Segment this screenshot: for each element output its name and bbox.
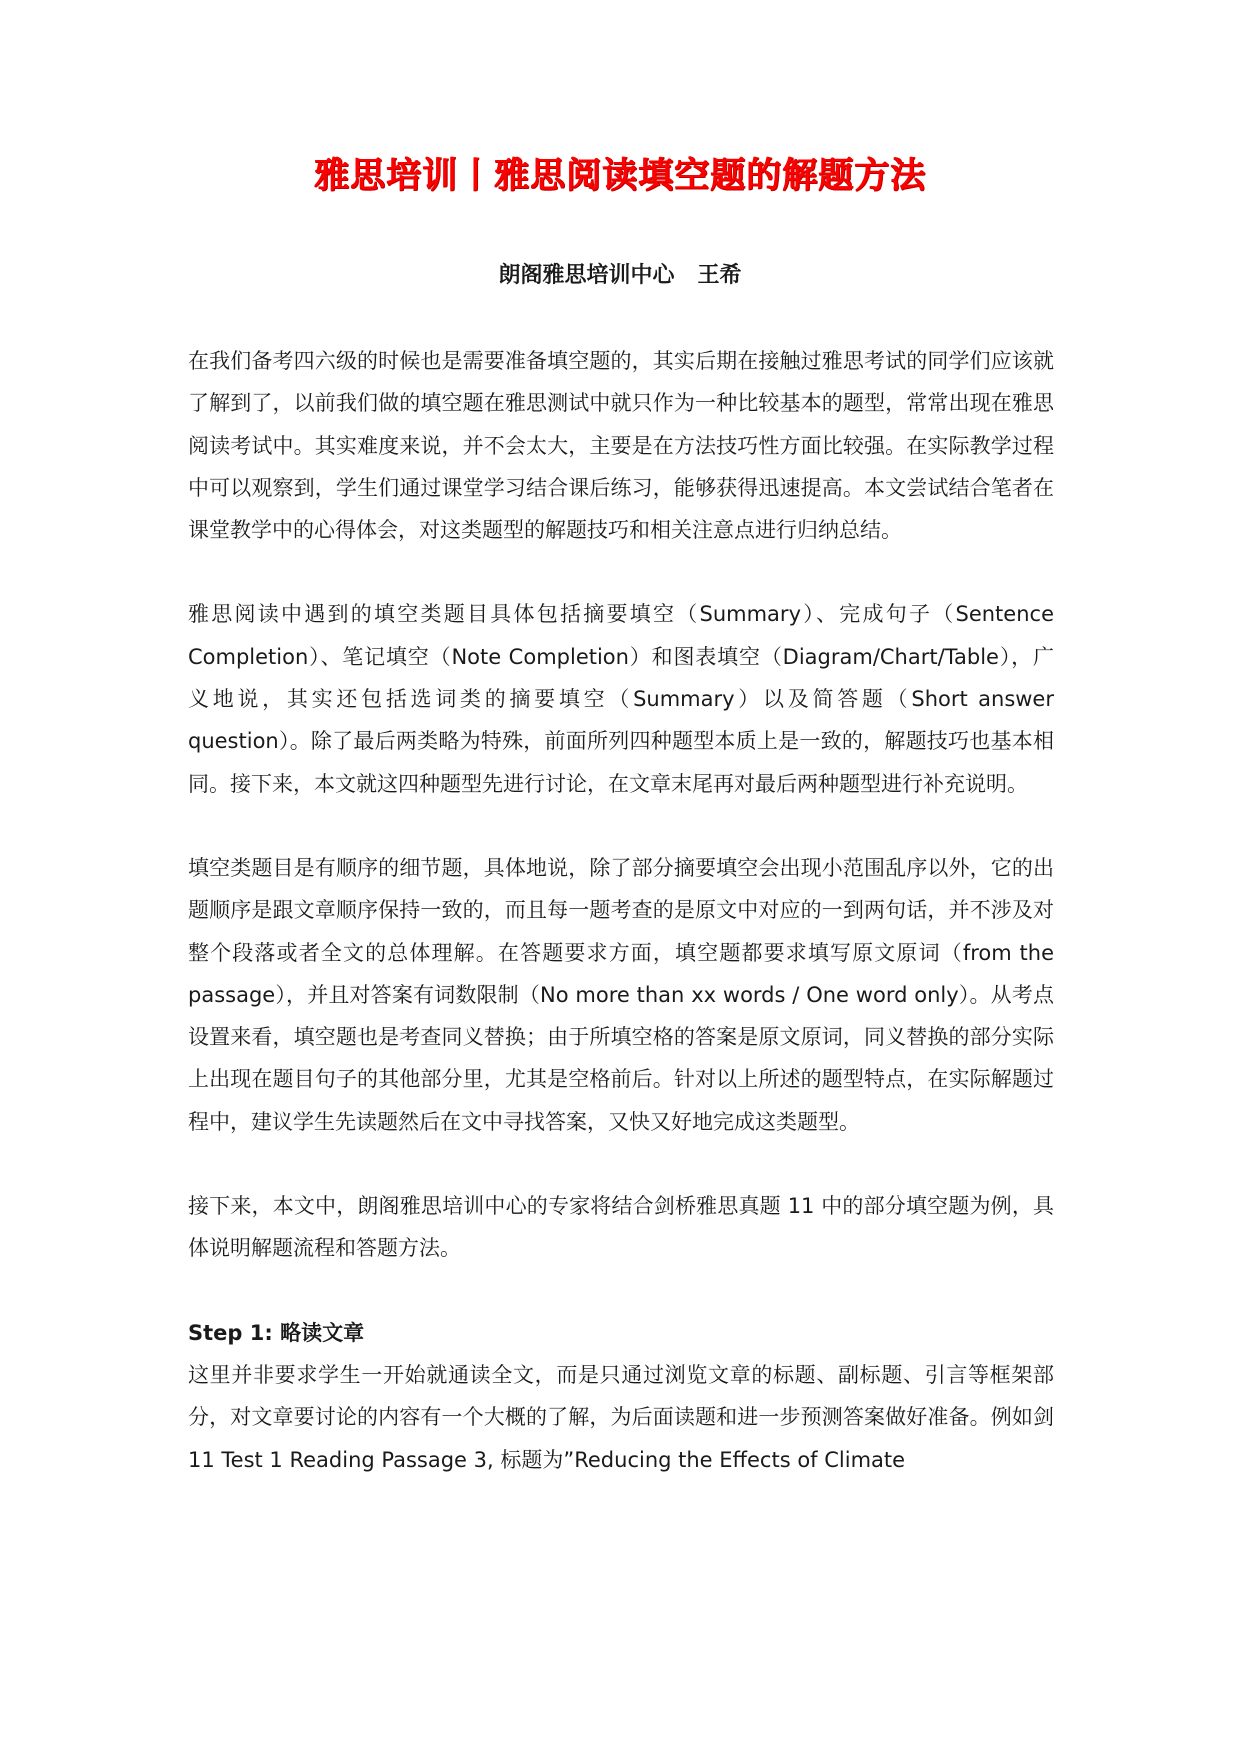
- paragraph-transition: 接下来，本文中，朗阁雅思培训中心的专家将结合剑桥雅思真题 11 中的部分填空题为例，具体说明解题流程和答题方法。: [188, 1194, 1054, 1261]
- document-title: 雅思培训丨雅思阅读填空题的解题方法: [313, 156, 926, 196]
- paragraph-question-types: 雅思阅读中遇到的填空类题目具体包括摘要填空（Summary）、完成句子（Sentence Completion）、笔记填空（Note Completion）和图表填空（Diagram/Chart/Table），广义地说，其实还包括选词类的摘要填空（Summary）以及简答题（Short answer question）。除了最后两类略为特殊，前面所列四种题型本质上是一致的，解题技巧也基本相同。接下来，本文就这四种题型先进行讨论，在文章末尾再对最后两种题型进行补充说明。: [188, 602, 1054, 796]
- author-line: 朗阁雅思培训中心 王希: [498, 263, 742, 288]
- step-1-text: 这里并非要求学生一开始就通读全文，而是只通过浏览文章的标题、副标题、引言等框架部分，对文章要讨论的内容有一个大概的了解，为后面读题和进一步预测答案做好准备。例如剑 11 Test 1 Reading Passage 3, 标题为”Reducing the Effects of Climate: [188, 1362, 1054, 1472]
- document-body: [188, 340, 1054, 1481]
- paragraph-intro: 在我们备考四六级的时候也是需要准备填空题的，其实后期在接触过雅思考试的同学们应该就了解到了，以前我们做的填空题在雅思测试中就只作为一种比较基本的题型，常常出现在雅思阅读考试中。其实难度来说，并不会太大，主要是在方法技巧性方面比较强。在实际教学过程中可以观察到，学生们通过课堂学习结合课后练习，能够获得迅速提高。本文尝试结合笔者在课堂教学中的心得体会，对这类题型的解题技巧和相关注意点进行归纳总结。: [188, 349, 1054, 543]
- step-1-heading: Step 1: 略读文章: [188, 1320, 365, 1345]
- paragraph-characteristics: 填空类题目是有顺序的细节题，具体地说，除了部分摘要填空会出现小范围乱序以外，它的出题顺序是跟文章顺序保持一致的，而且每一题考查的是原文中对应的一到两句话，并不涉及对整个段落或者全文的总体理解。在答题要求方面，填空题都要求填写原文原词（from the passage），并且对答案有词数限制（No more than xx words / One word only）。从考点设置来看，填空题也是考查同义替换；由于所填空格的答案是原文原词，同义替换的部分实际上出现在题目句子的其他部分里，尤其是空格前后。针对以上所述的题型特点，在实际解题过程中，建议学生先读题然后在文中寻找答案，又快又好地完成这类题型。: [188, 855, 1054, 1134]
